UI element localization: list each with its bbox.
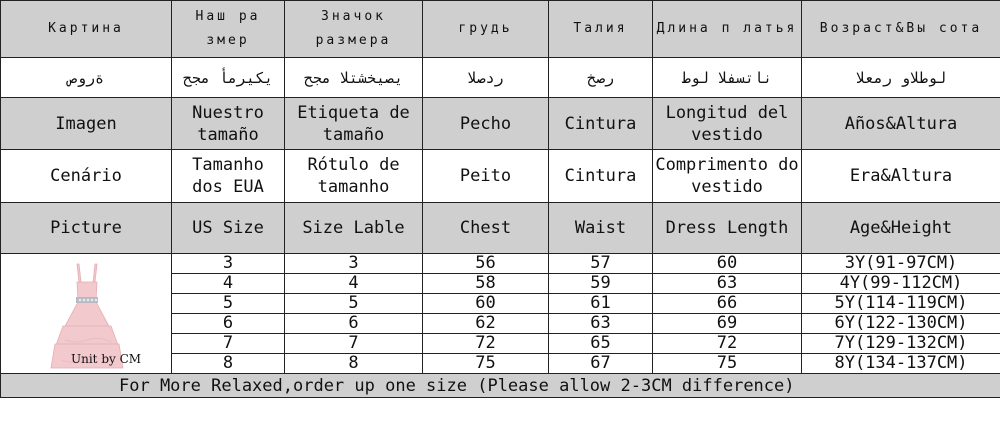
footer-note: For More Relaxed,order up one size (Please allow 2-3CM difference) bbox=[1, 374, 1000, 398]
header-row-english bbox=[1, 203, 1000, 254]
chest-cell: 56 bbox=[423, 254, 549, 274]
header-ru-size-label: Значок размера bbox=[285, 1, 423, 58]
header-es-chest: Pecho bbox=[423, 98, 549, 150]
header-en-chest: Chest bbox=[423, 203, 549, 254]
waist-cell: 59 bbox=[549, 274, 653, 294]
age-height-cell: 7Y(129-132CM) bbox=[802, 334, 1000, 354]
header-ru-our-size: Наш ра змер bbox=[172, 1, 285, 58]
header-pt-our-size: Tamanho dos EUA bbox=[172, 150, 285, 203]
header-ar-age-height: لوطلاو رمعلا bbox=[802, 58, 1000, 98]
header-ru-age-height: Возраст&Вы сота bbox=[802, 1, 1000, 58]
header-ar-waist: رصخ bbox=[549, 58, 653, 98]
age-height-cell: 4Y(99-112CM) bbox=[802, 274, 1000, 294]
age-height-cell: 6Y(122-130CM) bbox=[802, 314, 1000, 334]
header-en-picture: Picture bbox=[1, 203, 172, 254]
header-es-waist: Cintura bbox=[549, 98, 653, 150]
header-ru-chest: грудь bbox=[423, 1, 549, 58]
header-es-picture: Imagen bbox=[1, 98, 172, 150]
header-ar-chest: ردصلا bbox=[423, 58, 549, 98]
header-pt-picture: Cenário bbox=[1, 150, 172, 203]
header-ru-picture: Картина bbox=[1, 1, 172, 58]
size-label-cell: 4 bbox=[285, 274, 423, 294]
us-size-cell: 3 bbox=[172, 254, 285, 274]
dress-length-cell: 66 bbox=[653, 294, 802, 314]
header-row-arabic bbox=[1, 58, 1000, 98]
waist-cell: 63 bbox=[549, 314, 653, 334]
header-ru-dress-length: Длина п латья bbox=[653, 1, 802, 58]
size-label-cell: 7 bbox=[285, 334, 423, 354]
us-size-cell: 6 bbox=[172, 314, 285, 334]
chest-cell: 58 bbox=[423, 274, 549, 294]
us-size-cell: 4 bbox=[172, 274, 285, 294]
size-label-cell: 6 bbox=[285, 314, 423, 334]
us-size-cell: 7 bbox=[172, 334, 285, 354]
us-size-cell: 5 bbox=[172, 294, 285, 314]
header-es-our-size: Nuestro tamaño bbox=[172, 98, 285, 150]
size-label-cell: 3 bbox=[285, 254, 423, 274]
size-label-cell: 8 bbox=[285, 354, 423, 374]
dress-length-cell: 60 bbox=[653, 254, 802, 274]
chest-cell: 60 bbox=[423, 294, 549, 314]
header-row-russian bbox=[1, 1, 1000, 58]
dress-length-cell: 72 bbox=[653, 334, 802, 354]
dress-length-cell: 63 bbox=[653, 274, 802, 294]
waist-cell: 61 bbox=[549, 294, 653, 314]
unit-label: Unit by CM bbox=[71, 352, 142, 366]
header-pt-waist: Cintura bbox=[549, 150, 653, 203]
header-pt-size-label: Rótulo de tamanho bbox=[285, 150, 423, 203]
waist-cell: 65 bbox=[549, 334, 653, 354]
chest-cell: 75 bbox=[423, 354, 549, 374]
header-es-age-height: Años&Altura bbox=[802, 98, 1000, 150]
header-ru-waist: Талия bbox=[549, 1, 653, 58]
waist-cell: 57 bbox=[549, 254, 653, 274]
table-row bbox=[1, 254, 1000, 274]
header-es-dress-length: Longitud del vestido bbox=[653, 98, 802, 150]
header-pt-dress-length: Comprimento do vestido bbox=[653, 150, 802, 203]
chest-cell: 72 bbox=[423, 334, 549, 354]
dress-length-cell: 69 bbox=[653, 314, 802, 334]
header-ar-dress-length: ناتسفلا لوط bbox=[653, 58, 802, 98]
waist-cell: 67 bbox=[549, 354, 653, 374]
header-ar-picture: ةروص bbox=[1, 58, 172, 98]
chest-cell: 62 bbox=[423, 314, 549, 334]
dress-length-cell: 75 bbox=[653, 354, 802, 374]
header-en-size-label: Size Lable bbox=[285, 203, 423, 254]
header-ar-size-label: يصيخشتلا مجح bbox=[285, 58, 423, 98]
age-height-cell: 8Y(134-137CM) bbox=[802, 354, 1000, 374]
header-es-size-label: Etiqueta de tamaño bbox=[285, 98, 423, 150]
size-label-cell: 5 bbox=[285, 294, 423, 314]
header-ar-our-size: يكيرمأ مجح bbox=[172, 58, 285, 98]
header-row-portuguese bbox=[1, 150, 1000, 203]
header-en-dress-length: Dress Length bbox=[653, 203, 802, 254]
header-en-age-height: Age&Height bbox=[802, 203, 1000, 254]
age-height-cell: 5Y(114-119CM) bbox=[802, 294, 1000, 314]
age-height-cell: 3Y(91-97CM) bbox=[802, 254, 1000, 274]
header-en-waist: Waist bbox=[549, 203, 653, 254]
footer-note-row bbox=[1, 374, 1000, 398]
header-pt-chest: Peito bbox=[423, 150, 549, 203]
header-pt-age-height: Era&Altura bbox=[802, 150, 1000, 203]
header-en-us-size: US Size bbox=[172, 203, 285, 254]
dress-picture-cell bbox=[1, 254, 172, 374]
header-row-spanish bbox=[1, 98, 1000, 150]
us-size-cell: 8 bbox=[172, 354, 285, 374]
